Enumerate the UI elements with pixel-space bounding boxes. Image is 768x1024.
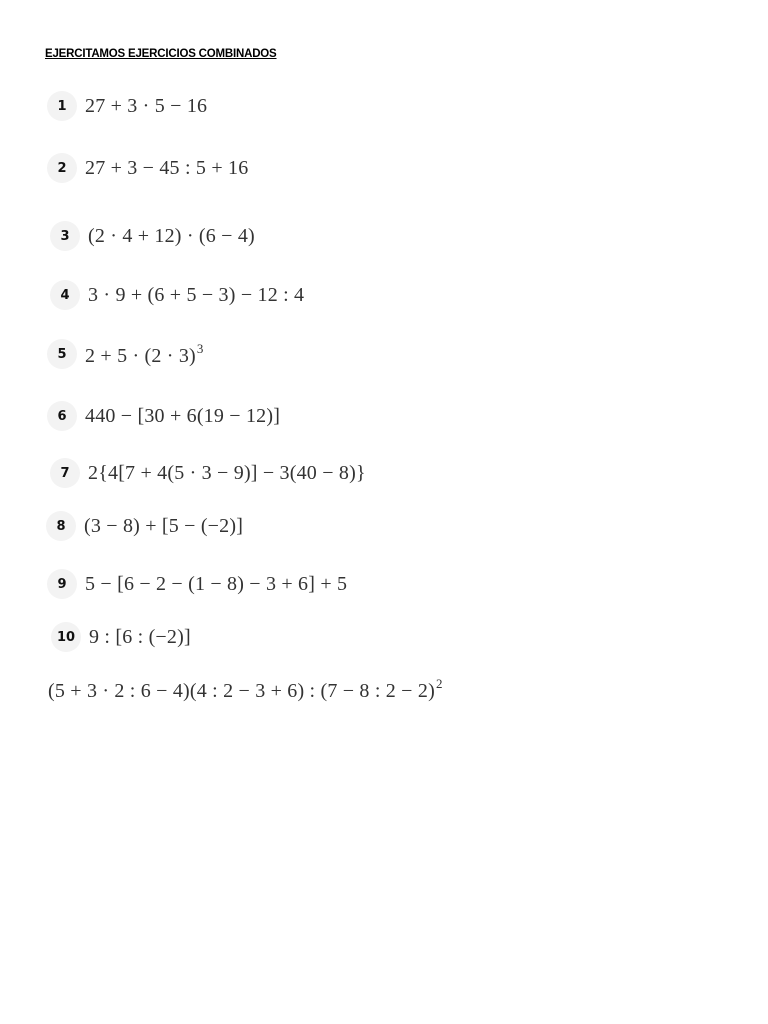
exercise-number-badge: 7 <box>50 458 80 488</box>
expression-exponent: 2 <box>435 676 443 691</box>
exercise-10 <box>51 622 191 652</box>
exercise-8 <box>46 511 243 541</box>
exercise-number-badge: 10 <box>51 622 81 652</box>
exercise-7 <box>50 458 366 488</box>
exercise-3 <box>50 221 255 251</box>
exercise-expression: 440 − [30 + 6(19 − 12)] <box>85 404 281 427</box>
exercise-expression: 27 + 3 − 45 : 5 + 16 <box>85 156 249 179</box>
exercise-6 <box>47 401 280 431</box>
exercise-number-badge: 3 <box>50 221 80 251</box>
exercise-number-badge: 9 <box>47 569 77 599</box>
exercise-expression: 9 : [6 : (−2)] <box>89 625 191 648</box>
exercise-expression: 3 · 9 + (6 + 5 − 3) − 12 : 4 <box>88 283 305 306</box>
expression-base: 2 + 5 · (2 · 3) <box>85 344 196 367</box>
extra-expression <box>48 676 443 703</box>
exercise-4 <box>50 280 304 310</box>
exercise-5 <box>47 339 204 369</box>
exercise-number-badge: 8 <box>46 511 76 541</box>
exercise-2 <box>47 153 248 183</box>
exercise-expression: (2 · 4 + 12) · (6 − 4) <box>88 224 255 247</box>
expression-exponent: 3 <box>196 340 204 356</box>
exercise-9 <box>47 569 347 599</box>
exercise-expression: 5 − [6 − 2 − (1 − 8) − 3 + 6] + 5 <box>85 572 348 595</box>
exercise-number-badge: 4 <box>50 280 80 310</box>
exercise-number-badge: 2 <box>47 153 77 183</box>
exercise-expression <box>85 341 204 368</box>
exercise-expression: (3 − 8) + [5 − (−2)] <box>84 514 244 537</box>
exercise-number-badge: 1 <box>47 91 77 121</box>
exercise-expression: 27 + 3 · 5 − 16 <box>85 94 208 117</box>
exercise-1 <box>47 91 207 121</box>
expression-base: (5 + 3 · 2 : 6 − 4)(4 : 2 − 3 + 6) : (7 − 8 : 2 − 2) <box>48 680 435 702</box>
page-title: EJERCITAMOS EJERCICIOS COMBINADOS <box>45 48 277 60</box>
exercise-expression: 2{4[7 + 4(5 · 3 − 9)] − 3(40 − 8)} <box>88 461 366 484</box>
exercise-number-badge: 5 <box>47 339 77 369</box>
exercise-number-badge: 6 <box>47 401 77 431</box>
